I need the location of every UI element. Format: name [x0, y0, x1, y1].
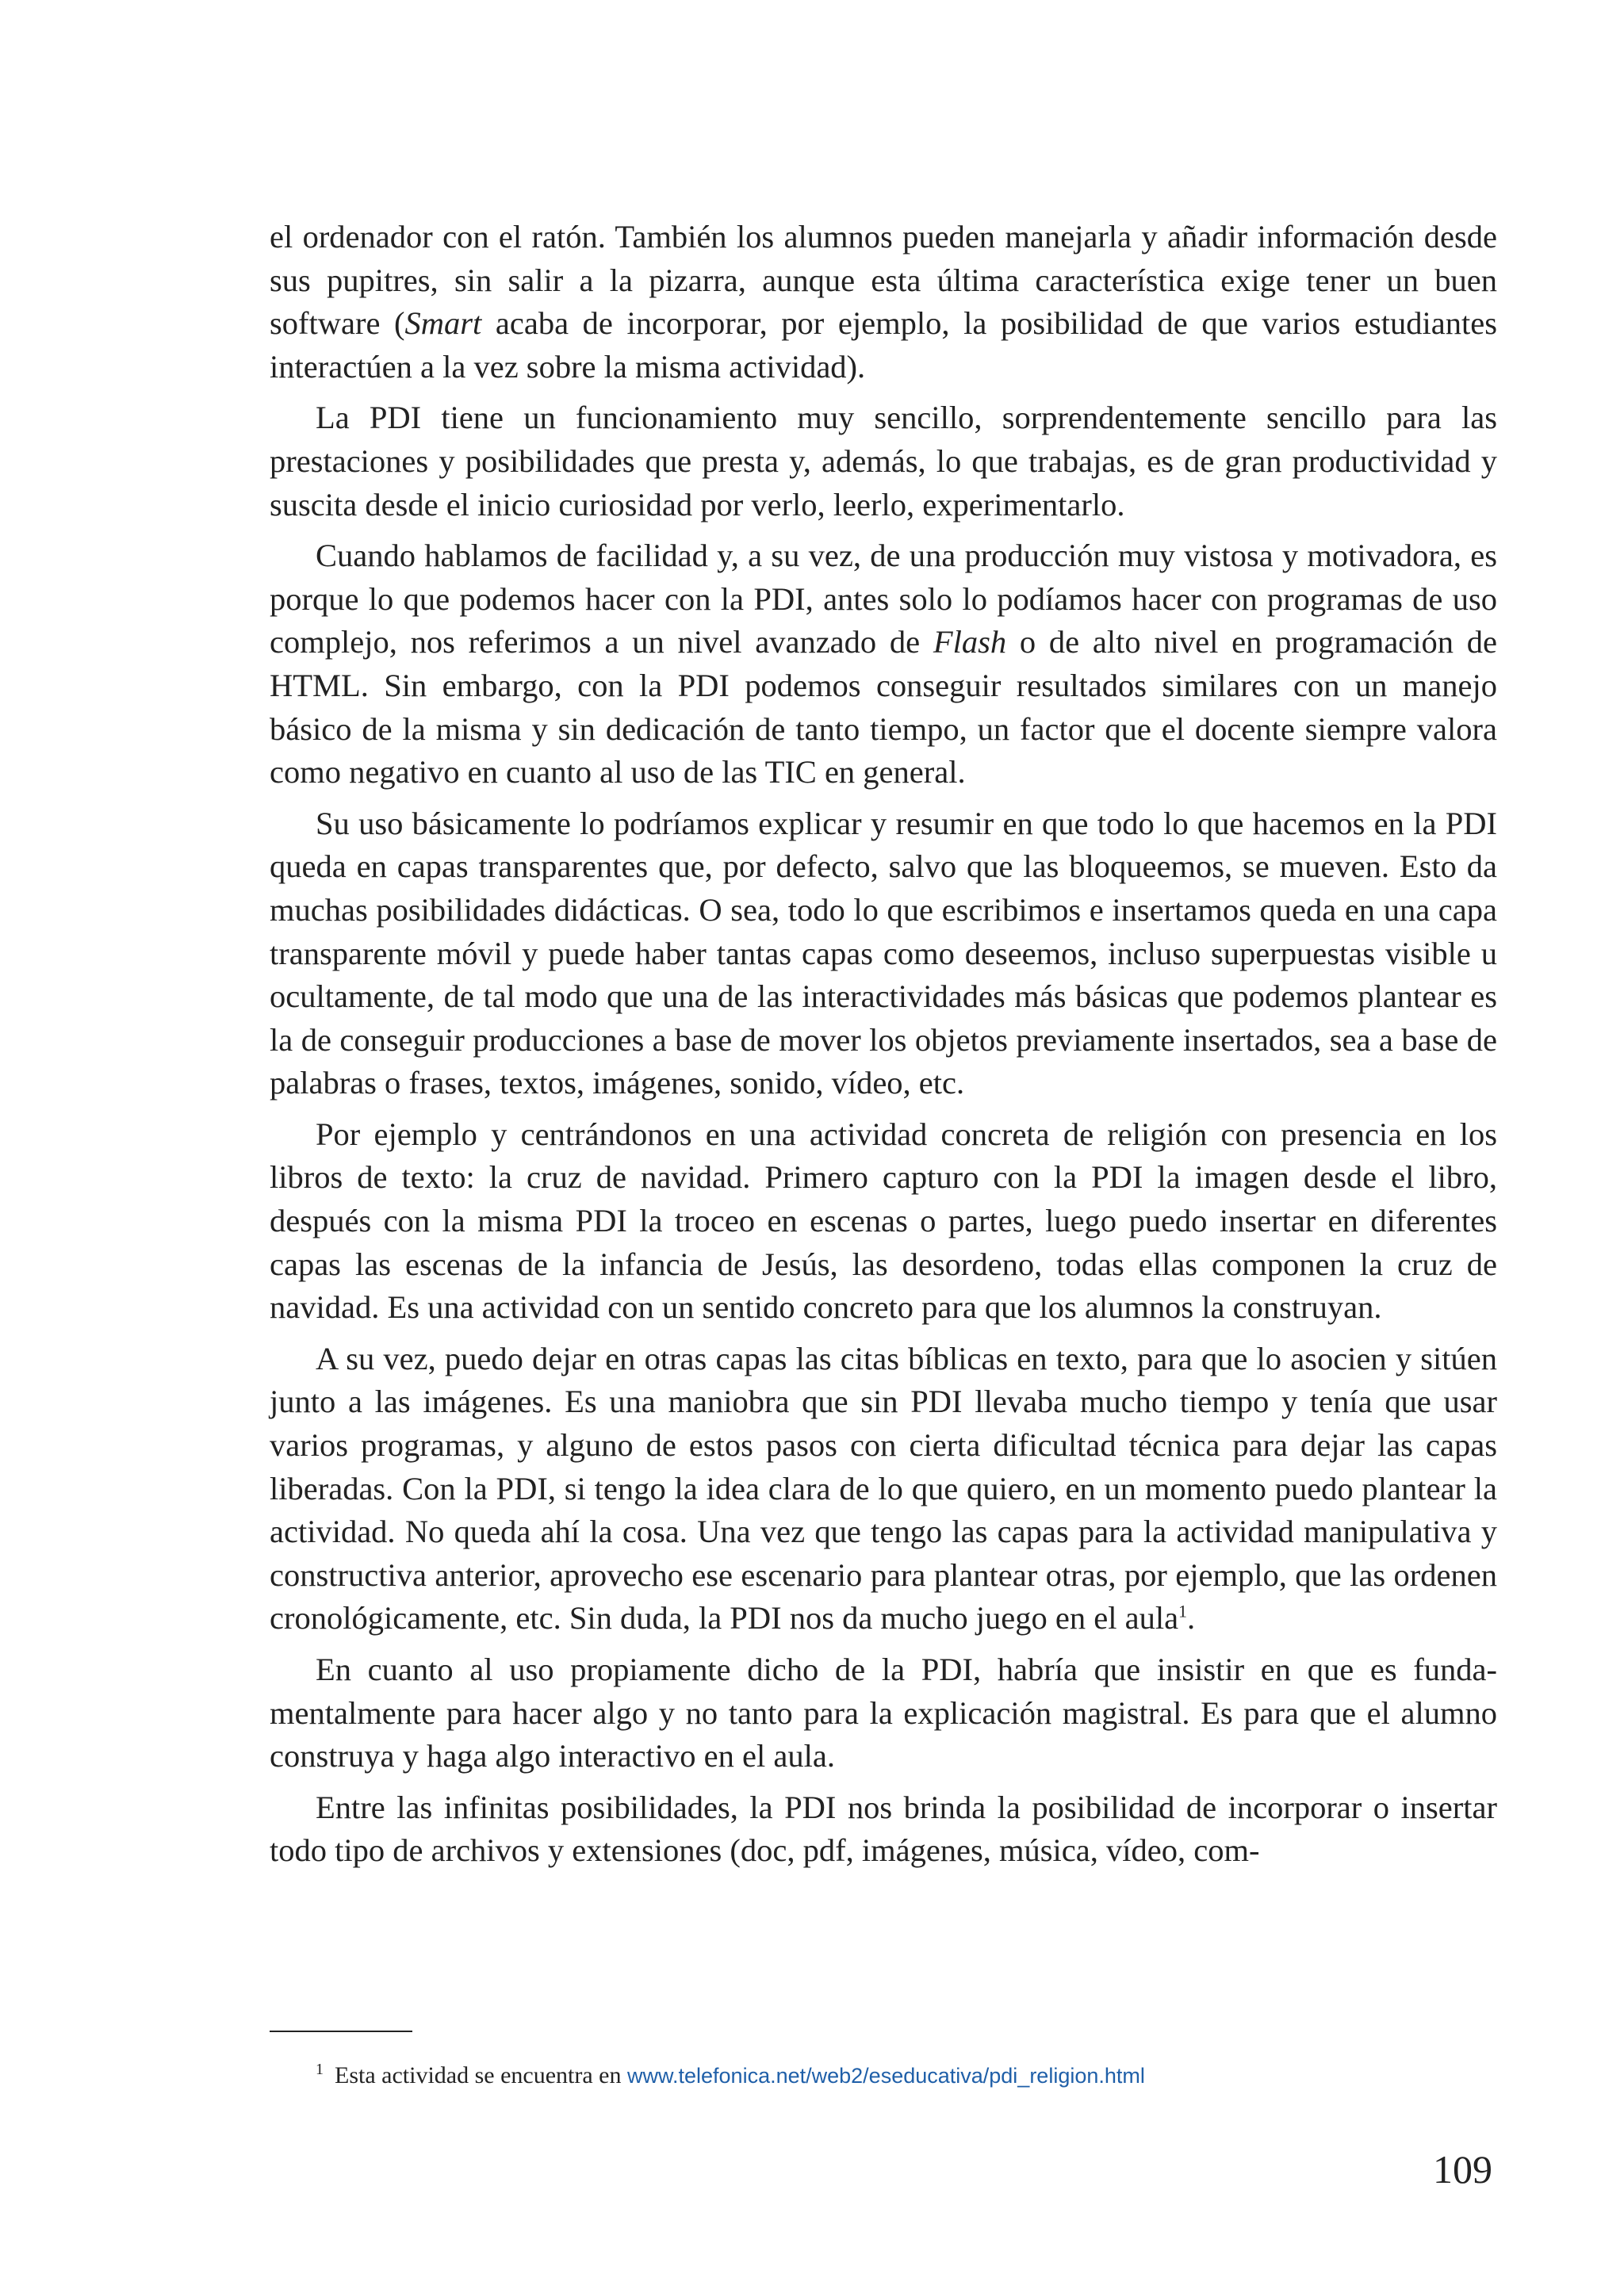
text-segment: el ordenador con el ratón. También los alumnos pueden manejarla y añadir información desde sus pupitres, sin salir a la pizarra, aunque esta última característica exige tener un buen software ( [270, 219, 1497, 342]
footnote-reference: 1 [1178, 1601, 1188, 1621]
footnote-divider [270, 2031, 412, 2032]
text-segment: acaba de incorporar, por ejemplo, la posibilidad de que varios estudiantes interactúen a la vez sobre la misma actividad). [270, 305, 1497, 385]
italic-term: Flash [933, 624, 1007, 660]
text-segment: La PDI tiene un funcionamiento muy sencillo, sorprendentemente sencillo para las prestaciones y posibilidades que presta y, además, lo que trabajas, es de gran productividad y suscita desde el inicio curiosidad por verlo, leerlo, experimentarlo. [270, 400, 1497, 523]
footnote [316, 2060, 1145, 2092]
paragraph [270, 534, 1497, 794]
paragraph [270, 1113, 1497, 1330]
paragraph [270, 396, 1497, 526]
paragraph [270, 1648, 1497, 1778]
text-segment: Cuando hablamos de facilidad y, a su vez, de una producción muy vistosa y motivadora, es porque lo que podemos hacer con la PDI, antes solo lo podíamos hacer con programas de uso complejo, nos referimos a un nivel avanzado de [270, 538, 1497, 660]
text-segment: o de alto nivel en programación de HTML. Sin embargo, con la PDI podemos conseguir resultados similares con un manejo básico de la misma y sin dedicación de tanto tiempo, un factor que el docente siempre valora como negativo en cuanto al uso de las TIC en general. [270, 624, 1498, 790]
text-segment: Por ejemplo y centrándonos en una actividad concreta de religión con presencia en los libros de texto: la cruz de navidad. Primero capturo con la PDI la imagen desde el libro, después con la misma PDI la troceo en escenas o partes, luego puedo insertar en diferentes capas las escenas de la infancia de Jesús, las desordeno, todas ellas componen la cruz de navidad. Es una actividad con un sentido concreto para que los alumnos la construyan. [270, 1116, 1497, 1326]
text-segment: A su vez, puedo dejar en otras capas las citas bíblicas en texto, para que lo asocien y sitúen junto a las imágenes. Es una maniobra que sin PDI llevaba mucho tiempo y tenía que usar varios programas, y alguno de estos pasos con cierta dificultad técnica para dejar las capas liberadas. Con la PDI, si tengo la idea clara de lo que quiero, en un momento puedo plantear la actividad. No queda ahí la cosa. Una vez que tengo las capas para la actividad manipulativa y constructiva anterior, aprovecho ese escenario para plantear otras, por ejemplo, que las ordenen cronológicamente, etc. Sin duda, la PDI nos da mucho juego en el aula [270, 1340, 1497, 1636]
footnote-link[interactable]: www.telefonica.net/web2/eseducativa/pdi_religion.html [627, 2064, 1145, 2088]
text-segment: En cuanto al uso propiamente dicho de la PDI, habría que insistir en que es fundamentalmente para hacer algo y no tanto para la explicación magistral. Es para que el alumno construya y haga algo interactivo en el aula. [270, 1652, 1497, 1774]
text-segment: Su uso básicamente lo podríamos explicar y resumir en que todo lo que hacemos en la PDI queda en capas transparentes que, por defecto, salvo que las bloqueemos, se mueven. Esto da muchas posibilidades didácticas. O sea, todo lo que escribimos e insertamos queda en una capa transparente móvil y puede haber tantas capas como deseemos, incluso superpuestas visible u ocultamente, de tal modo que una de las interactividades más básicas que podemos plantear es la de conseguir producciones a base de mover los objetos previamente insertados, sea a base de palabras o frases, textos, imágenes, sonido, vídeo, etc. [270, 805, 1497, 1101]
paragraph [270, 802, 1497, 1105]
text-segment: . [1187, 1600, 1196, 1636]
text-segment: Entre las infinitas posibilidades, la PDI nos brinda la posibilidad de incorporar o insertar todo tipo de archivos y extensiones (doc, pdf, imágenes, música, vídeo, com- [270, 1789, 1497, 1869]
footnote-mark: 1 [316, 2061, 324, 2078]
paragraph [270, 216, 1497, 389]
paragraph [270, 1786, 1497, 1873]
paragraph [270, 1338, 1497, 1640]
page-number: 109 [1433, 2147, 1492, 2192]
body-text [270, 216, 1497, 1881]
italic-term: Smart [404, 305, 482, 342]
footnote-text: Esta actividad se encuentra en [335, 2062, 627, 2088]
